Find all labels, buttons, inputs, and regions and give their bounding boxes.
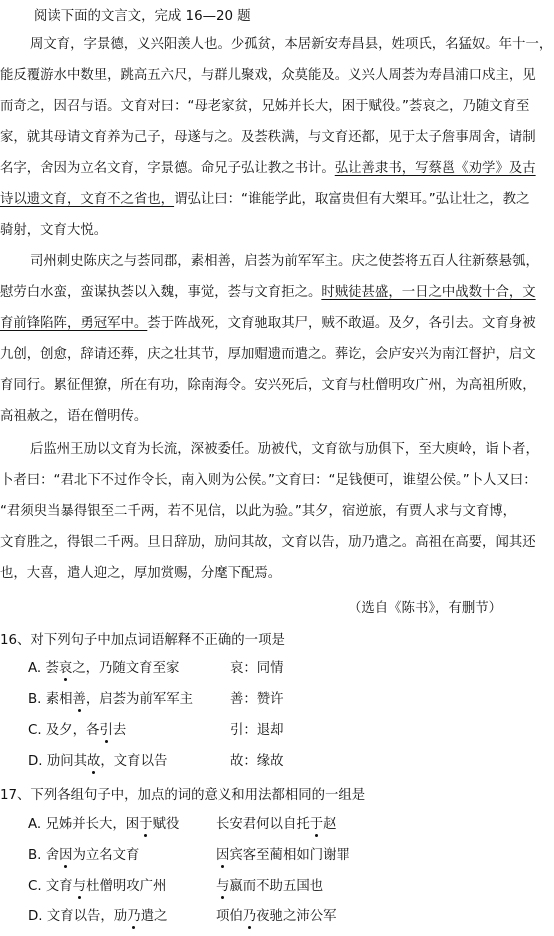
passage-text: 荟于阵战死，文育驰取其尸，贼不敢逼。及夕，各引去。文育身被 (147, 316, 536, 331)
underlined-sentence: 诗以遗文育，文育不之省也， (0, 192, 175, 207)
dotted-word: 乃 (127, 904, 140, 930)
option-text-part: 宾客至蔺相如门谢罪 (229, 848, 350, 863)
dotted-word: 于 (310, 812, 323, 838)
question-option (0, 874, 554, 900)
option-text-part: 赵 (323, 817, 337, 832)
dotted-word: 善 (73, 687, 86, 713)
dotted-word: 哀 (59, 656, 72, 682)
question-option (0, 718, 554, 744)
question-option (0, 749, 554, 775)
option-text (28, 687, 193, 713)
option-text-part: 兄姊并长大，困 (45, 817, 140, 832)
passage-line (0, 280, 554, 306)
option-text (28, 874, 166, 900)
dotted-word: 与 (216, 874, 229, 900)
underlined-sentence: 育前锋陷阵，勇冠军中。 (0, 316, 148, 331)
option-letter: D. (28, 909, 43, 924)
option-comparison (216, 843, 350, 869)
option-text-part: 嬴而不助五国也 (229, 879, 324, 894)
option-letter: A. (28, 661, 42, 676)
dotted-word: 因 (59, 843, 72, 869)
passage-line (0, 311, 554, 337)
option-letter: C. (28, 723, 42, 738)
option-text (28, 749, 167, 775)
passage-line: 司州刺史陈庆之与荟同郡，素相善，启荟为前军军主。庆之使荟将五百人往新蔡悬瓠， (30, 254, 539, 269)
option-text-part: ，文育以告 (100, 754, 168, 769)
dotted-word: 于 (139, 812, 152, 838)
option-comparison (216, 812, 337, 838)
option-letter: B. (28, 692, 42, 707)
dotted-word: 因 (216, 843, 229, 869)
option-text-part: 之，乃随文育至家 (72, 661, 180, 676)
question-option (0, 904, 554, 930)
passage-line: 周文育，字景德，义兴阳羡人也。少孤贫，本居新安寿昌县，姓项氏，名猛奴。年十一， (30, 37, 553, 52)
option-letter: B. (28, 848, 42, 863)
dotted-word: 乃 (243, 904, 256, 930)
dotted-word: 故 (87, 749, 100, 775)
question-option (0, 687, 554, 713)
option-explanation: 引：退却 (230, 723, 284, 738)
passage-text: 名字，舍因为立名文育，字景德。命兄子弘让教之书计。 (0, 161, 335, 176)
passage-text: 谓弘让曰：“谁能学此，取富贵但有大槊耳。”弘让壮之，教之 (174, 192, 530, 207)
passage-line: 能反覆游水中数里，跳高五六尺，与群儿聚戏，众莫能及。义兴人周荟为寿昌浦口戍主，见 (0, 68, 536, 83)
option-letter: C. (28, 879, 42, 894)
passage-line: 高祖赦之，语在僧明传。 (0, 409, 148, 424)
passage-line (0, 187, 554, 213)
passage-line: 卜者曰：“君北下不过作令长，南入则为公侯。”文育曰：“足钱便可，谁望公侯。”卜人又曰： (0, 473, 537, 488)
dotted-word: 与 (73, 874, 86, 900)
option-text (28, 812, 179, 838)
question-option (0, 812, 554, 838)
question-stem: 17、下列各组句子中，加点的词的意义和用法都相同的一组是 (0, 788, 366, 803)
option-text-part: 为立名文育 (72, 848, 140, 863)
option-text-part: ，启荟为前军军主 (85, 692, 194, 707)
option-text-part: 杜僧明攻广州 (86, 879, 167, 894)
passage-line (0, 156, 554, 182)
option-explanation: 故：缘故 (230, 754, 284, 769)
option-text-part: 舍 (45, 848, 60, 863)
option-comparison (216, 904, 337, 930)
passage-line: 而奇之，因召与语。文育对曰：“母老家贫，兄姊并长大，困于赋役。”荟哀之，乃随文育至 (0, 99, 530, 114)
option-text-part: 夜驰之沛公军 (256, 909, 337, 924)
option-text (28, 843, 139, 869)
option-comparison (216, 874, 323, 900)
passage-line: 文育胜之，得银二千两。旦日辞劢，劢问其故，文育以告，劢乃遣之。高祖在高要，闻其还 (0, 535, 536, 550)
option-text-part: 及夕，各 (45, 723, 100, 738)
option-text-part: 项伯 (216, 909, 243, 924)
option-text (28, 904, 167, 930)
question-stem: 16、对下列句子中加点词语解释不正确的一项是 (0, 633, 285, 648)
passage-line: 后监州王劢以文育为长流，深被委任。劢被代，文育欲与劢俱下，至大庾岭，诣卜者， (30, 442, 539, 457)
underlined-sentence: 弘让善隶书，写蔡邕《劝学》及古 (334, 161, 536, 176)
dotted-word: 引 (99, 718, 112, 744)
passage-line: 也，大喜，遣人迎之，厚加赏赐，分麾下配焉。 (0, 566, 282, 581)
passage-line: 骑射，文育大悦。 (0, 223, 108, 238)
passage-line: “君须臾当暴得银至二千两，若不见信，以此为验。”其夕，宿逆旅，有贾人求与文育博， (0, 504, 517, 519)
option-text-part: 赋役 (152, 817, 180, 832)
option-text-part: 文育以告，劢 (46, 909, 128, 924)
option-text-part: 荟 (45, 661, 59, 676)
option-text-part: 素相 (45, 692, 73, 707)
option-text-part: 劢问其 (46, 754, 88, 769)
passage-instruction: 阅读下面的文言文，完成 16—20 题 (34, 9, 251, 24)
passage-line: 家，就其母请文育养为己子，母遂与之。及荟秩满，与文育还都，见于太子詹事周舍，请制 (0, 130, 536, 145)
option-text (28, 718, 126, 744)
passage-line: 九创，创愈，辞请还葬，庆之壮其节，厚加赗遗而遣之。葬讫，会庐安兴为南江督护，启文 (0, 347, 536, 362)
underlined-sentence: 时贼徒甚盛，一日之中战数十合，文 (321, 285, 536, 300)
option-text-part: 遣之 (140, 909, 168, 924)
option-letter: A. (28, 817, 42, 832)
option-text-part: 长安君何以自托 (216, 817, 310, 832)
option-explanation: 哀：同情 (230, 661, 284, 676)
option-text-part: 文育 (45, 879, 73, 894)
option-text (28, 656, 179, 682)
passage-line: 育同行。累征俚獠，所在有功，除南海令。安兴死后，文育与杜僧明攻广州，为高祖所败， (0, 378, 536, 393)
question-option (0, 656, 554, 682)
option-letter: D. (28, 754, 43, 769)
passage-text: 慰劳白水蛮，蛮谋执荟以入魏，事觉，荟与文育拒之。 (0, 285, 322, 300)
question-option (0, 843, 554, 869)
option-text-part: 去 (112, 723, 127, 738)
option-explanation: 善：赞许 (230, 692, 284, 707)
source-citation: （选自《陈书》，有删节） (348, 601, 502, 616)
